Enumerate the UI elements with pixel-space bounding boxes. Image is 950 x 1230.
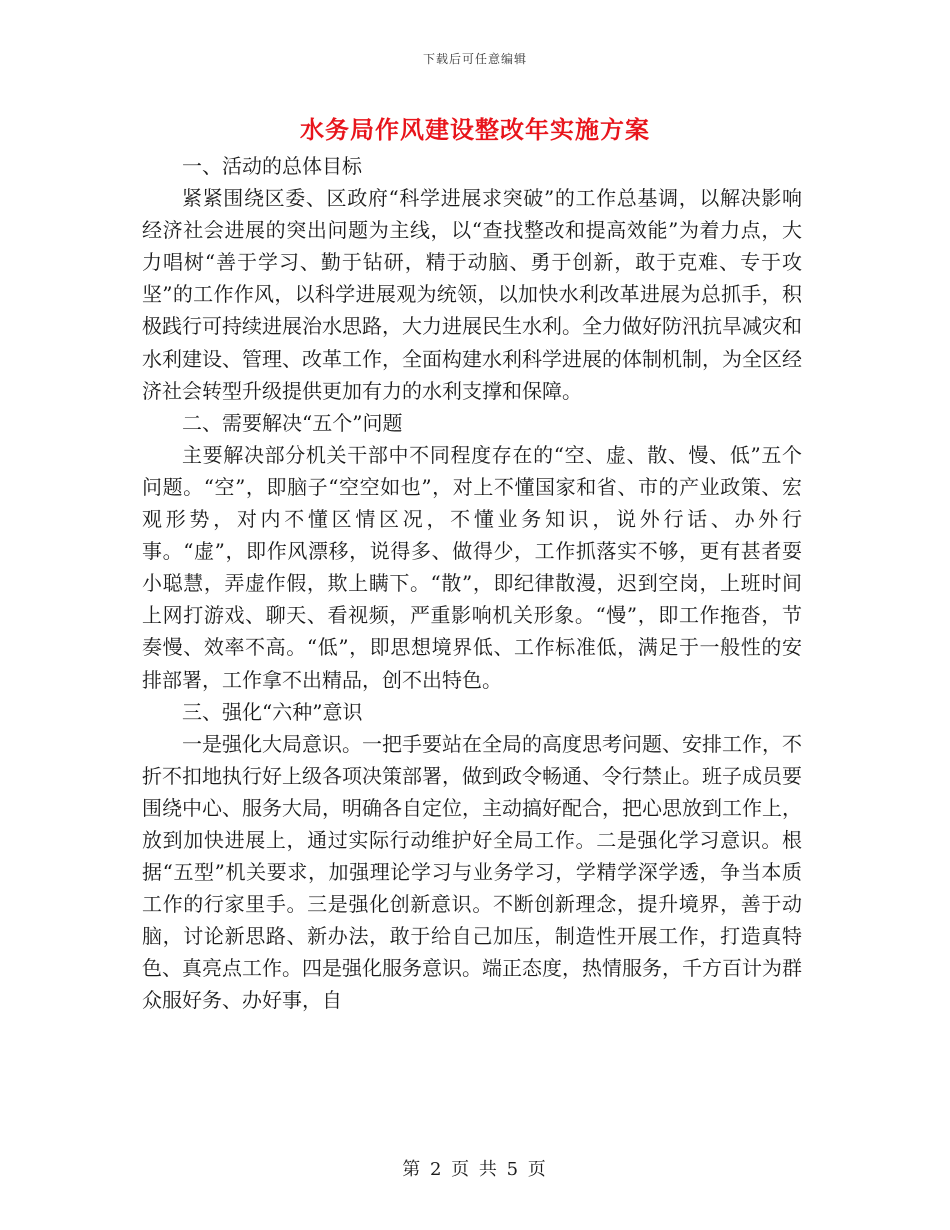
paragraph-overall-goal: 紧紧围绕区委、区政府“科学进展求突破”的工作总基调，以解决影响经济社会进展的突出问题为主线，以“查找整改和提高效能”为着力点，大力唱树“善于学习、勤于钻研，精于动脑、勇于创新，敢于克难、专于攻坚”的工作作风，以科学进展观为统领，以加快水利改革进展为总抓手，积极践行可持续进展治水思路，大力进展民生水利。全力做好防汛抗旱减灾和水利建设、管理、改革工作，全面构建水利科学进展的体制机制，为全区经济社会转型升级提供更加有力的水利支撑和保障。 bbox=[142, 186, 802, 403]
document-title: 水务局作风建设整改年实施方案 bbox=[300, 115, 650, 144]
section-heading-3: 三、强化“六种”意识 bbox=[182, 699, 363, 724]
paragraph-five-problems: 主要解决部分机关干部中不同程度存在的“空、虚、散、慢、低”五个问题。“空”，即脑子“空空如也”，对上不懂国家和省、市的产业政策、宏观形势，对内不懂区情区况，不懂业务知识，说外行话、办外行事。“虚”，即作风漂移，说得多、做得少，工作抓落实不够，更有甚者耍小聪慧，弄虚作假，欺上瞒下。“散”，即纪律散漫，迟到空岗，上班时间上网打游戏、聊天、看视频，严重影响机关形象。“慢”，即工作拖沓，节奏慢、效率不高。“低”，即思想境界低、工作标准低，满足于一般性的安排部署，工作拿不出精品，创不出特色。 bbox=[142, 442, 802, 692]
page-header-note: 下载后可任意编辑 bbox=[422, 52, 527, 66]
paragraph-six-awareness: 一是强化大局意识。一把手要站在全局的高度思考问题、安排工作，不折不扣地执行好上级各项决策部署，做到政令畅通、令行禁止。班子成员要围绕中心、服务大局，明确各自定位，主动搞好配合，把心思放到工作上，放到加快进展上，通过实际行动维护好全局工作。二是强化学习意识。根据“五型”机关要求，加强理论学习与业务学习，学精学深学透，争当本质工作的行家里手。三是强化创新意识。不断创新理念，提升境界，善于动脑，讨论新思路、新办法，敢于给自己加压，制造性开展工作，打造真特色、真亮点工作。四是强化服务意识。端正态度，热情服务，千方百计为群众服好务、办好事，自 bbox=[142, 731, 802, 1013]
document-body bbox=[142, 150, 802, 1017]
section-heading-2: 二、需要解决“五个”问题 bbox=[182, 410, 403, 435]
page-number-footer: 第 2 页 共 5 页 bbox=[402, 1159, 548, 1180]
section-heading-1: 一、活动的总体目标 bbox=[182, 154, 362, 178]
